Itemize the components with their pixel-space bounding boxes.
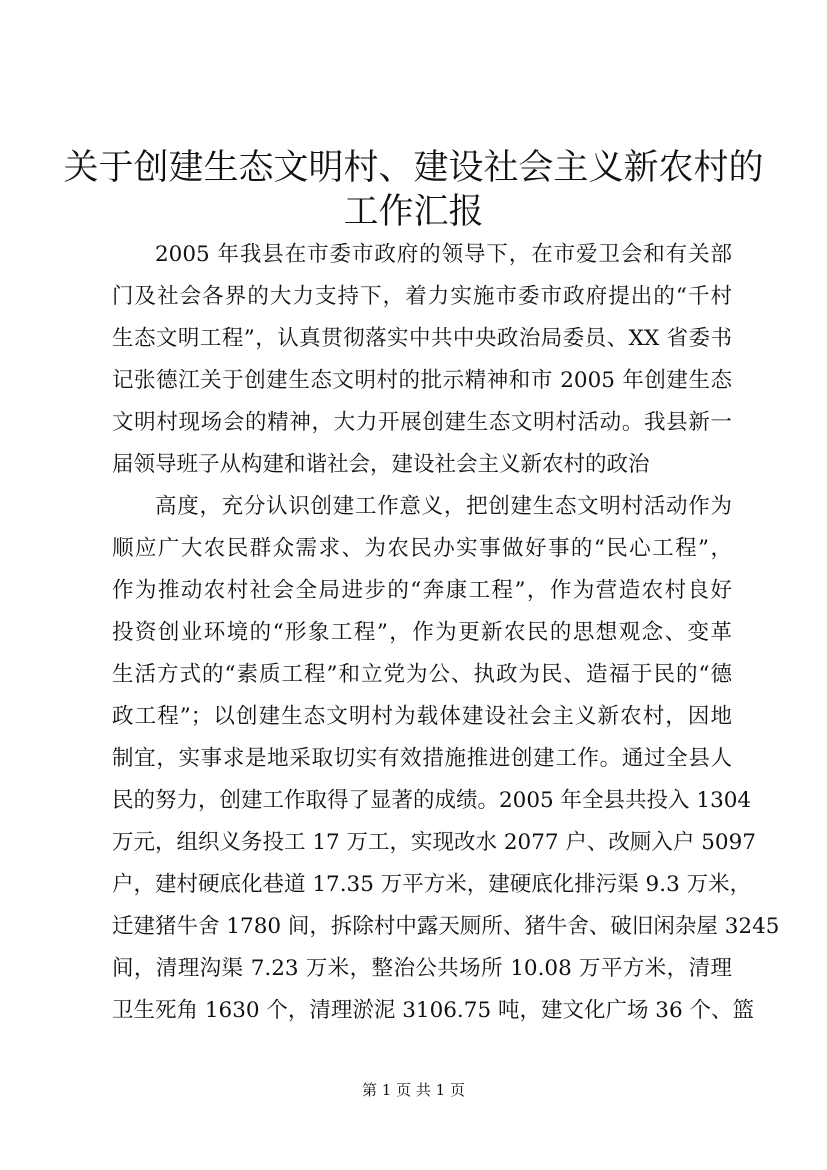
- paragraph-2-line-13: 卫生死角 1630 个，清理淤泥 3106.75 吨，建文化广场 36 个、篮: [112, 998, 754, 1023]
- paragraph-2-line-6: 政工程”；以创建生态文明村为载体建设社会主义新农村，因地: [112, 704, 732, 729]
- paragraph-1-line-5: 文明村现场会的精神，大力开展创建生态文明村活动。我县新一: [112, 410, 732, 435]
- paragraph-2-line-12: 间，清理沟渠 7.23 万米，整治公共场所 10.08 万平方米，清理: [112, 956, 732, 981]
- paragraph-2-line-3: 作为推动农村社会全局进步的“奔康工程”，作为营造农村良好: [112, 578, 732, 603]
- paragraph-2-line-9: 万元，组织义务投工 17 万工，实现改水 2077 户、改厕入户 5097: [112, 830, 756, 855]
- paragraph-2-line-10: 户，建村硬底化巷道 17.35 万平方米，建硬底化排污渠 9.3 万米，: [112, 872, 752, 897]
- paragraph-1-line-2: 门及社会各界的大力支持下，着力实施市委市政府提出的“千村: [112, 284, 732, 309]
- paragraph-2-line-8: 民的努力，创建工作取得了显著的成绩。2005 年全县共投入 1304: [112, 788, 752, 813]
- document-title-line-1: 关于创建生态文明村、建设社会主义新农村的: [63, 148, 764, 188]
- paragraph-1-line-1: 2005 年我县在市委市政府的领导下，在市爱卫会和有关部: [155, 242, 732, 267]
- paragraph-1-line-4: 记张德江关于创建生态文明村的批示精神和市 2005 年创建生态: [112, 368, 732, 393]
- paragraph-2-line-1: 高度，充分认识创建工作意义，把创建生态文明村活动作为: [155, 494, 732, 519]
- document-title-line-2: 工作汇报: [343, 192, 484, 232]
- paragraph-2-line-11: 迁建猪牛舍 1780 间，拆除村中露天厕所、猪牛舍、破旧闲杂屋 3245: [112, 914, 780, 939]
- paragraph-1-line-6: 届领导班子从构建和谐社会，建设社会主义新农村的政治: [112, 452, 650, 477]
- paragraph-2-line-7: 制宜，实事求是地采取切实有效措施推进创建工作。通过全县人: [112, 746, 732, 771]
- paragraph-1-line-3: 生态文明工程”，认真贯彻落实中共中央政治局委员、XX 省委书: [112, 326, 732, 351]
- page-number-footer: 第 1 页 共 1 页: [362, 1081, 465, 1099]
- paragraph-2-line-4: 投资创业环境的“形象工程”，作为更新农民的思想观念、变革: [112, 620, 732, 645]
- paragraph-2-line-2: 顺应广大农民群众需求、为农民办实事做好事的“民心工程”，: [112, 536, 732, 561]
- paragraph-2-line-5: 生活方式的“素质工程”和立党为公、执政为民、造福于民的“德: [112, 662, 732, 687]
